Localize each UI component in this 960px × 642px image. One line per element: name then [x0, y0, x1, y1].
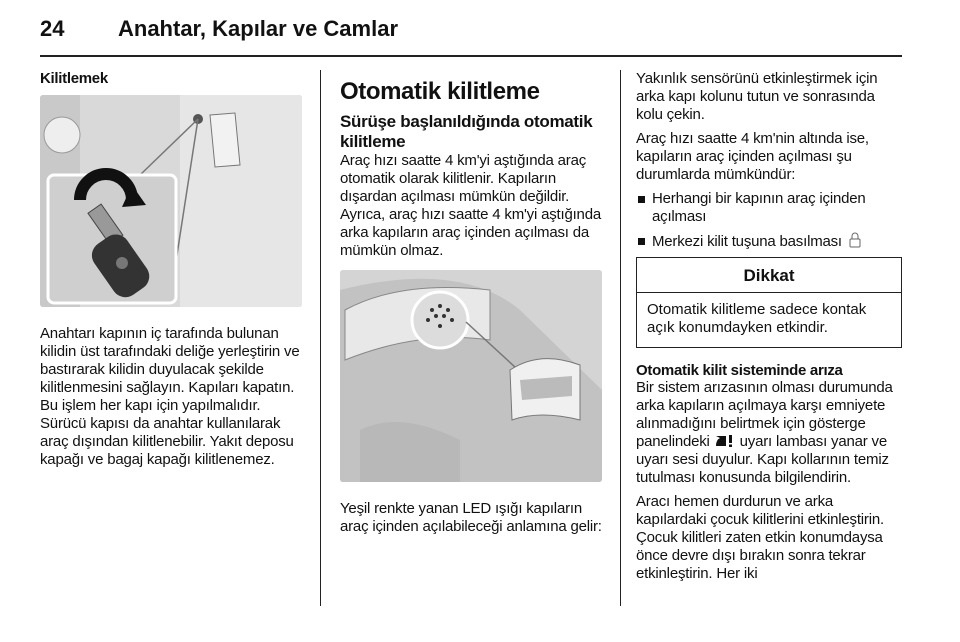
central-lock-icon	[849, 232, 861, 248]
warning-text: Otomatik kilitleme sadece kontak açık konumdayken etkindir.	[647, 301, 867, 336]
chapter-title: Anahtar, Kapılar ve Camlar	[118, 16, 399, 41]
led-paragraph: Yeşil renkte yanan LED ışığı kapıların araç içinden açılabileceği anlamına gelir:	[340, 500, 602, 535]
condition-list	[636, 190, 902, 251]
rear-door-handle-illustration	[340, 270, 602, 482]
door-handle-drawing	[340, 270, 602, 482]
door-lock-illustration	[40, 95, 302, 307]
column-continued	[636, 70, 902, 589]
column-divider-1	[320, 70, 321, 606]
door-lock-drawing	[40, 95, 302, 307]
speed-condition-paragraph: Araç hızı saatte 4 km'nin altında ise, kapıların araç içinden açılması şu durumlarda mümkündür:	[636, 130, 869, 183]
door-warning-icon	[714, 434, 736, 448]
column-auto-locking	[340, 70, 604, 542]
header-rule	[40, 55, 902, 57]
column-locking	[40, 70, 302, 475]
list-item: Merkezi kilit tuşuna basılması	[636, 232, 902, 251]
list-item: Herhangi bir kapının araç içinden açılması	[636, 190, 902, 226]
section-heading-locking: Kilitlemek	[40, 70, 108, 87]
page-header	[40, 14, 902, 54]
page-number: 24	[40, 16, 65, 41]
locking-paragraph: Anahtarı kapının iç tarafında bulunan kilidin üst tarafındaki deliğe yerleştirin ve bastırarak kilidin duyulacak şekilde kilitlenmesini sağlayın. Kapıları kapatın. Bu işlem her kapı için yapılmalıdır. Sürücü kapısı da anahtar kullanılarak araç dışından kilitlenebilir. Yakıt deposu kapağı ve bagaj kapağı kilitlenemez.	[40, 325, 300, 468]
column-divider-2	[620, 70, 621, 606]
section-heading-auto-locking: Otomatik kilitleme	[340, 78, 540, 105]
proximity-sensor-paragraph: Yakınlık sensörünü etkinleştirmek için arka kapı kolunu tutun ve sonrasında kolu çekin.	[636, 70, 878, 123]
warning-box	[636, 257, 902, 348]
stop-vehicle-paragraph: Aracı hemen durdurun ve arka kapılardaki çocuk kilitlerini etkinleştirin. Çocuk kilitleri zaten etkin konumdaysa önce devre dışı bırakın sonra tekrar etkinleştirin. Her iki	[636, 493, 884, 582]
malfunction-paragraph: Bir sistem arızasının olması durumunda arka kapıların açılmaya karşı emniyete alınmadığını belirtmek için gösterge panelindeki uyarı lambası yanar ve uyarı sesi duyulur. Kapı kollarının temiz tutulması konusunda bilgilendirin.	[636, 379, 893, 486]
subheading-drive-locking: Sürüşe başlanıldığında otomatik kilitleme	[340, 112, 593, 151]
auto-locking-paragraph: Araç hızı saatte 4 km'yi aştığında araç otomatik olarak kilitlenir. Kapıların dışardan açılması mümkün değildir. Ayrıca, araç hızı saatte 4 km'yi aştığında arka kapıların araç içinden açılması da mümkün olmaz.	[340, 152, 601, 259]
subheading-malfunction: Otomatik kilit sisteminde arıza	[636, 362, 843, 379]
warning-title: Dikkat	[637, 258, 901, 293]
